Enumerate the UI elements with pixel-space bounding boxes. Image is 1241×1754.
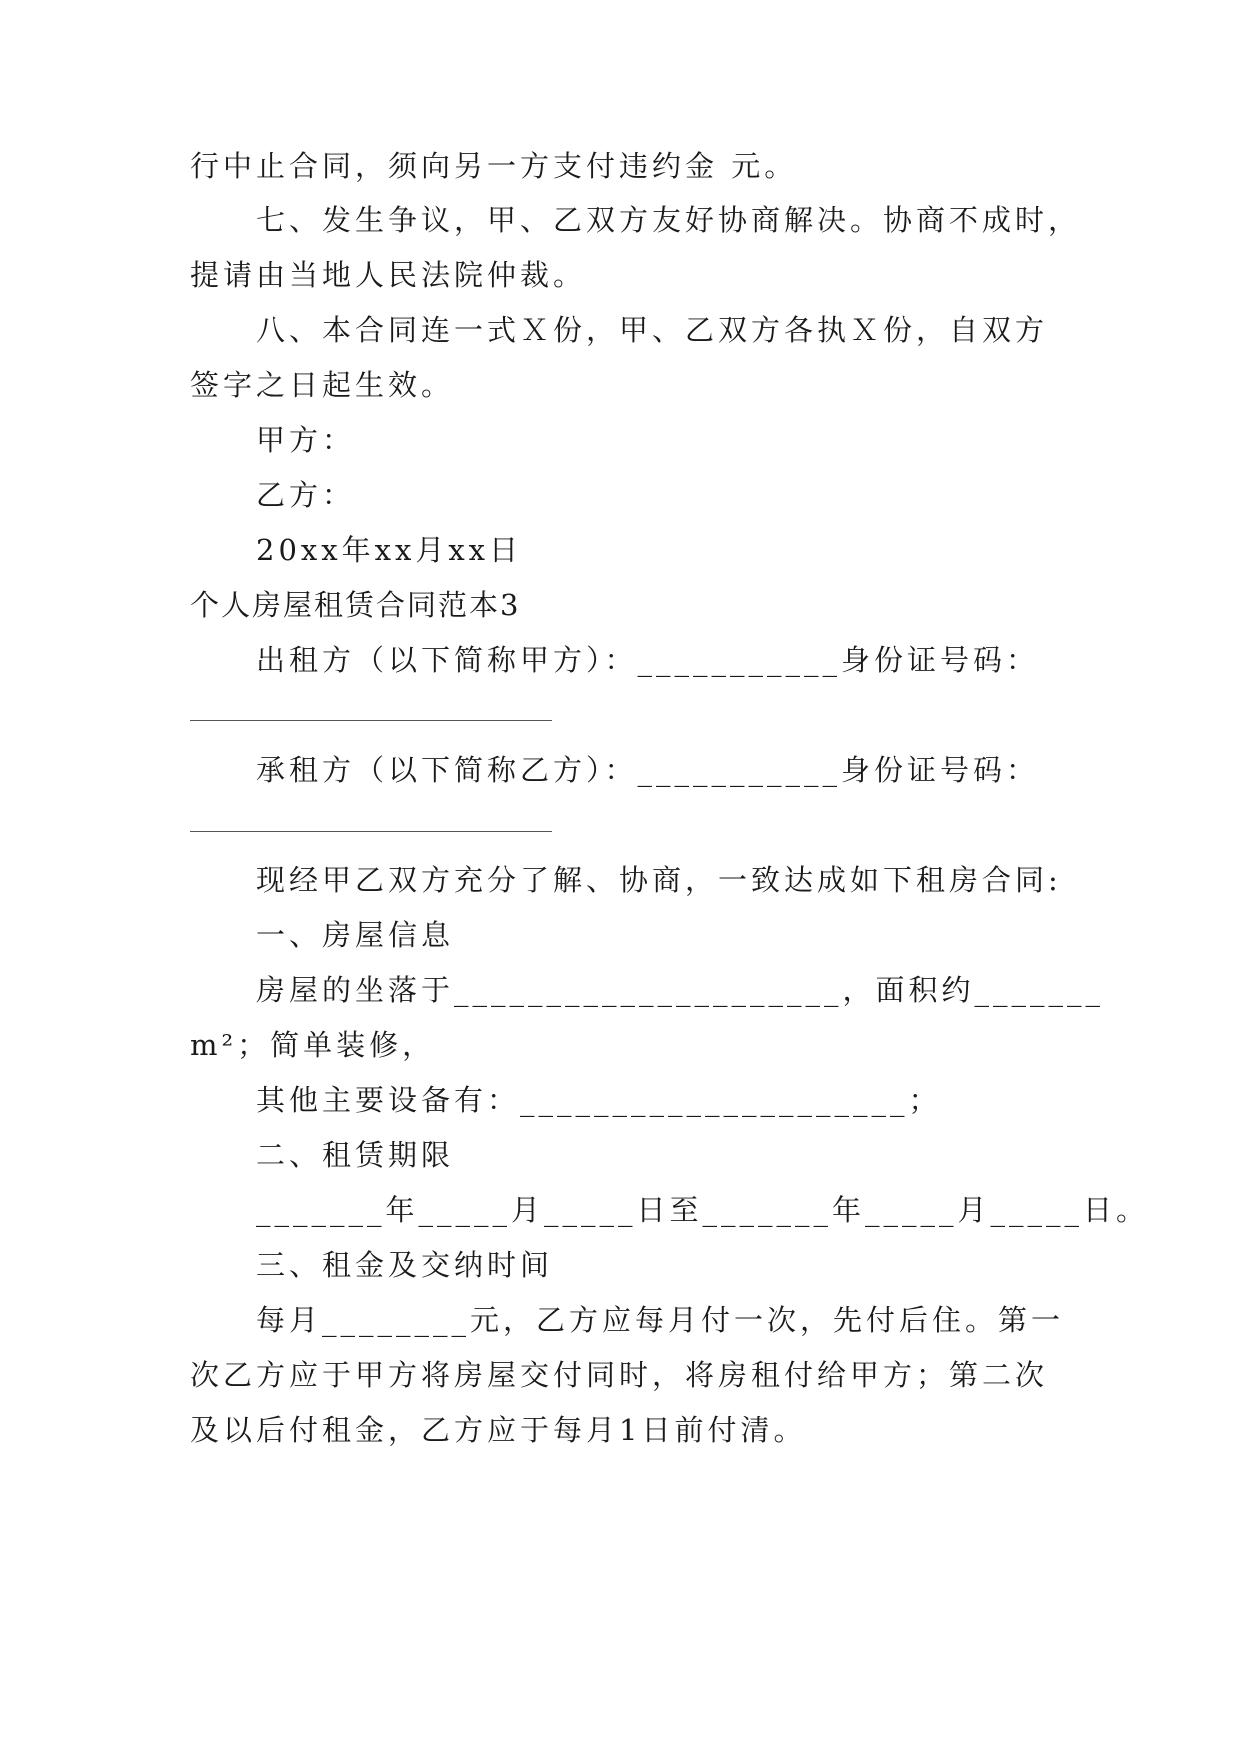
text-line: 七、发生争议，甲、乙双方友好协商解决。协商不成时， [256,203,1082,237]
text-line: 每月________元，乙方应每月付一次，先付后住。第一 [256,1303,1065,1337]
signature-date: 20xx年xx月xx日 [256,533,523,567]
text-line: 其他主要设备有：_____________________； [256,1083,942,1117]
text-line: _______年_____月_____日至_______年_____月_____日。 [256,1193,1150,1227]
section-title: 个人房屋租赁合同范本3 [190,588,521,622]
signature-party-a: 甲方： [256,423,356,457]
clause-heading: 一、房屋信息 [256,918,455,952]
text-line: 房屋的坐落于_____________________，面积约_______ [256,973,1105,1007]
lessee-line: 承租方（以下简称乙方）：___________身份证号码： [256,753,1040,787]
signature-party-b: 乙方： [256,478,356,512]
clause-heading: 三、租金及交纳时间 [256,1248,554,1282]
blank-underline [190,831,552,832]
text-line: 现经甲乙双方充分了解、协商，一致达成如下租房合同: [256,863,1062,897]
text-line: 签字之日起生效。 [190,368,455,402]
text-line: 八、本合同连一式Ｘ份，甲、乙双方各执Ｘ份，自双方 [256,313,1049,347]
text-line: m²；简单装修， [190,1028,436,1062]
text-line: 提请由当地人民法院仲裁。 [190,258,587,292]
lessor-line: 出租方（以下简称甲方）：___________身份证号码： [256,643,1040,677]
clause-heading: 二、租赁期限 [256,1138,455,1172]
text-line: 次乙方应于甲方将房屋交付同时，将房租付给甲方；第二次 [190,1358,1049,1392]
text-line: 及以后付租金，乙方应于每月1日前付清。 [190,1413,807,1447]
blank-underline [190,720,552,721]
text-line: 行中止合同，须向另一方支付违约金 元。 [190,149,798,183]
